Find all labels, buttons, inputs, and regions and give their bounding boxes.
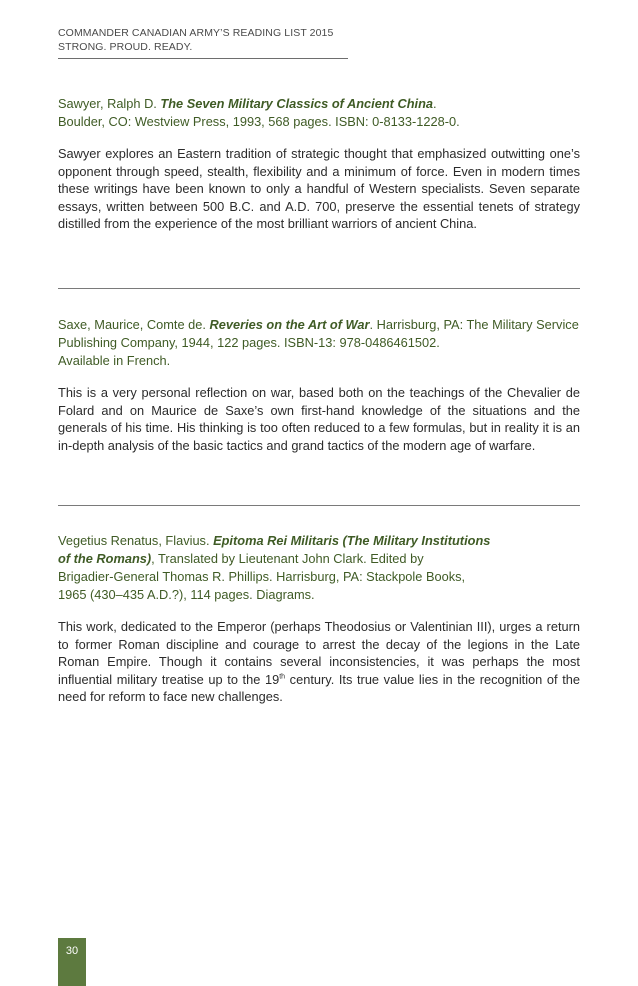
entry-divider [58,288,580,289]
book-entry-saxe [58,316,580,454]
book-publication: Boulder, CO: Westview Press, 1993, 568 pages. ISBN: 0-8133-1228-0. [58,114,460,129]
book-availability: Available in French. [58,353,171,368]
entry-divider [58,505,580,506]
book-citation [58,532,580,604]
description-part1: This work, dedicated to the Emperor (perhaps Theodosius or Valentinian III), urges a return to former Roman discipline and courage to arrest the decay of the legions in the Late Roman Empire. Though it contains several inconsistencies, it was perhaps the most influential military treatise up to the 19 [58,619,580,687]
book-description [58,618,580,706]
book-author: Vegetius Renatus, Flavius. [58,533,214,548]
book-publication-line1: Brigadier-General Thomas R. Phillips. Harrisburg, PA: Stackpole Books, [58,569,466,584]
book-entry-sawyer [58,95,580,233]
header-motto: STRONG. PROUD. READY. [58,41,193,53]
book-author: Saxe, Maurice, Comte de. [58,317,210,332]
book-author: Sawyer, Ralph D. [58,96,161,111]
book-description: Sawyer explores an Eastern tradition of strategic thought that emphasized outwitting one’s opponent through speed, stealth, flexibility and a minimum of force. Even in modern times these writings have been known to only a handful of Western specialists. Seven separate essays, written between 500 B.C. and A.D. 700, preserve the essential tenets of strategy distilled from the experience of the most brilliant warriors of ancient China. [58,146,580,231]
book-title-suffix: , Translated by Lieutenant John Clark. Edited by [151,551,424,566]
ordinal-superscript: th [279,673,286,681]
book-title: The Seven Military Classics of Ancient China [160,96,434,111]
book-title-line1: Epitoma Rei Militaris (The Military Institutions [213,533,491,548]
description-part2: century. Its true value lies in the recognition of the need for reform to face new challenges. [58,671,581,704]
book-publication-line2: 1965 (430–435 A.D.?), 114 pages. Diagrams. [58,587,315,602]
book-entry-vegetius [58,532,580,706]
page-number: 30 [58,938,86,986]
running-header [58,26,348,54]
book-citation [58,95,580,131]
book-title: Reveries on the Art of War [209,317,370,332]
header-divider [58,58,348,59]
book-publication: . Harrisburg, PA: The Military Service Publishing Company, 1944, 122 pages. ISBN-13: 978-0486461502. [58,317,579,350]
book-description: This is a very personal reflection on war, based both on the teachings of the Chevalier de Folard and on Maurice de Saxe’s own first-hand knowledge of the situations and the generals of his time. His thinking is too often reduced to a few formulas, but in reality it is an in-depth analysis of the basic tactics and grand tactics of the modern age of warfare. [58,385,580,453]
header-title: COMMANDER CANADIAN ARMY’S READING LIST 2015 [58,27,334,39]
book-title-line2: of the Romans) [58,551,152,566]
book-citation [58,316,580,370]
book-title-suffix: . [433,96,437,111]
